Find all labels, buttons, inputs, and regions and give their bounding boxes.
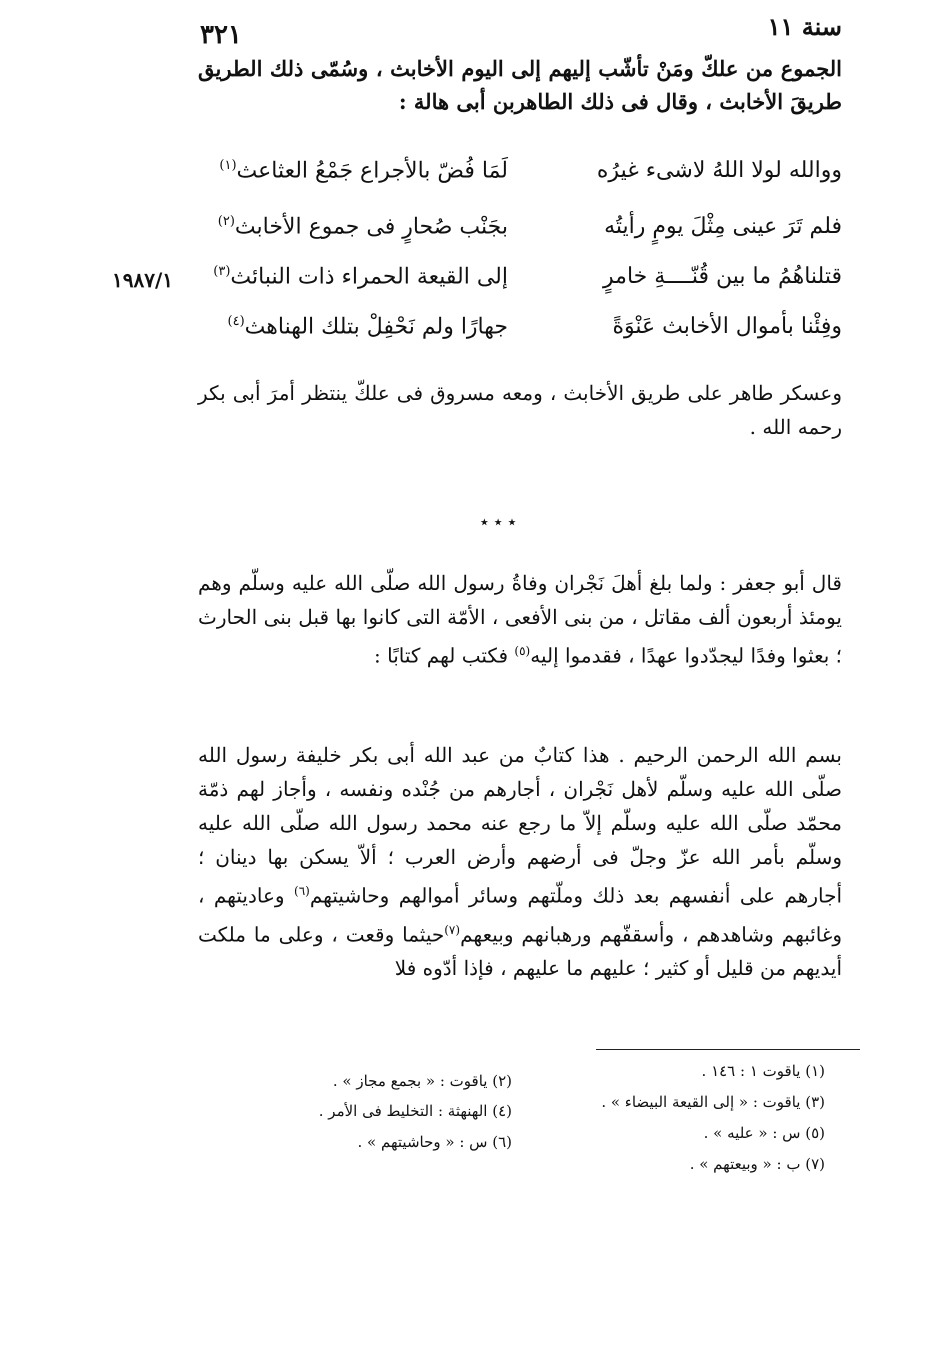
- footnote-6: (٦) س : « وحاشيتهم » .: [357, 1133, 512, 1151]
- poem-verse: [198, 314, 842, 358]
- verse-first-hemistich: وفِئْنا بأموال الأخابث عَنْوَةً: [612, 314, 842, 339]
- footnote-3: (٣) ياقوت : « إلى القيعة البيضاء » .: [601, 1093, 825, 1111]
- verse-first-hemistich: فلم تَرَ عينى مِثْلَ يومٍ رأيتُه: [604, 214, 842, 239]
- paragraph-text: حيثما وقعت ، وعلى ما ملكت أيديهم من قليل أو كثير ؛ عليهم ما عليهم ، فإذا أدّوه فلا: [198, 922, 842, 981]
- footnote-marker: (٣): [213, 264, 231, 279]
- footnote-marker: (٢): [217, 214, 235, 229]
- footnote-marker: (٧): [444, 922, 461, 937]
- intro-paragraph: الجموع من علكّ ومَنْ تأشّب إليهم إلى اليوم الأخابث ، وسُمّى ذلك الطريق طريقَ الأخابث ، وقال فى ذلك الطاهربن أبى هالة :: [198, 56, 842, 114]
- footnote-divider: [596, 1049, 860, 1050]
- verse-first-hemistich: قتلناهُمُ ما بين قُنّــــةِ خامرٍ: [603, 264, 842, 289]
- footnote-5: (٥) س : « عليه » .: [703, 1124, 825, 1142]
- paragraph-text: قال أبو جعفر : ولما بلغ أهلَ نَجْران وفاةُ رسول الله صلّى الله عليه وسلّم وهم يومئذ أربعون ألف مقاتل ، من بنى الأفعى ، الأمّة التى كانوا بها قبل بنى الحارث ؛ بعثوا وفدًا ليجدّدوا عهدًا ، فقدموا إليه: [198, 571, 842, 668]
- verse-second-hemistich: إلى القيعة الحمراء ذات النبائث: [230, 264, 508, 290]
- paragraph-najran-delegation: [198, 566, 842, 673]
- footnote-marker: (٥): [514, 644, 531, 658]
- footnote-marker: (٤): [227, 314, 245, 329]
- paragraph-text: فكتب لهم كتابًا :: [374, 643, 515, 668]
- paragraph-text: وعاديتهم ، وغائبهم وشاهدهم ، وأسقفّهم ورهبانهم وبيعهم: [198, 883, 842, 947]
- margin-page-reference: ١٩٨٧/١: [112, 268, 174, 292]
- footnote-2: (٢) ياقوت : « بجمع مجاز » .: [332, 1072, 512, 1090]
- verse-second-hemistich: جهارًا ولم نَحْفِلْ بتلك الهناهث: [244, 314, 508, 340]
- poem-verse: [198, 264, 842, 308]
- verse-first-hemistich: ووالله لولا اللهُ لاشىء غيرُه: [596, 158, 842, 183]
- footnote-4: (٤) الهنهثة : التخليط فى الأمر .: [318, 1102, 512, 1120]
- verse-second-hemistich: بجَنْب صُحارٍ فى جموع الأخابث: [234, 214, 508, 240]
- paragraph-tahir-camp: وعسكر طاهر على طريق الأخابث ، ومعه مسروق فى علكّ ينتظر أمرَ أبى بكر رحمه الله .: [198, 381, 842, 439]
- paragraph-treaty-text: [198, 738, 842, 985]
- footnote-1: (١) ياقوت ١ : ١٤٦ .: [701, 1062, 825, 1080]
- footnote-marker: (٦): [294, 884, 310, 898]
- footnote-7: (٧) ب : « وبيعتهم » .: [689, 1155, 825, 1173]
- footnote-marker: (١): [219, 158, 237, 173]
- running-head-year: سنة ١١: [767, 12, 842, 41]
- page-number: ٣٢١: [200, 20, 242, 50]
- verse-second-hemistich: لَمَا فُضّ بالأجراع جَمْعُ العثاعث: [236, 158, 508, 184]
- poem-verse: [198, 158, 842, 202]
- section-separator: ٭ ٭ ٭: [480, 512, 517, 531]
- poem-verse: [198, 214, 842, 258]
- paragraph-text: بسم الله الرحمن الرحيم . هذا كتابٌ من عبد الله أبى بكر خليفة رسول الله صلّى الله عليه وسلّم لأهل نَجْران ، أجارهم من جُنْده ونفسه ، وأجاز لهم ذمّة محمّد صلّى الله عليه وسلّم إلاّ ما رجع عنه محمد رسول الله صلّى الله عليه وسلّم بأمر الله عزّ وجلّ فى أرضهم وأرض العرب ؛ ألاّ يسكن بها دينان ؛ أجارهم على أنفسهم بعد ذلك وملّتهم وسائر أموالهم وحاشيتهم: [198, 743, 842, 908]
